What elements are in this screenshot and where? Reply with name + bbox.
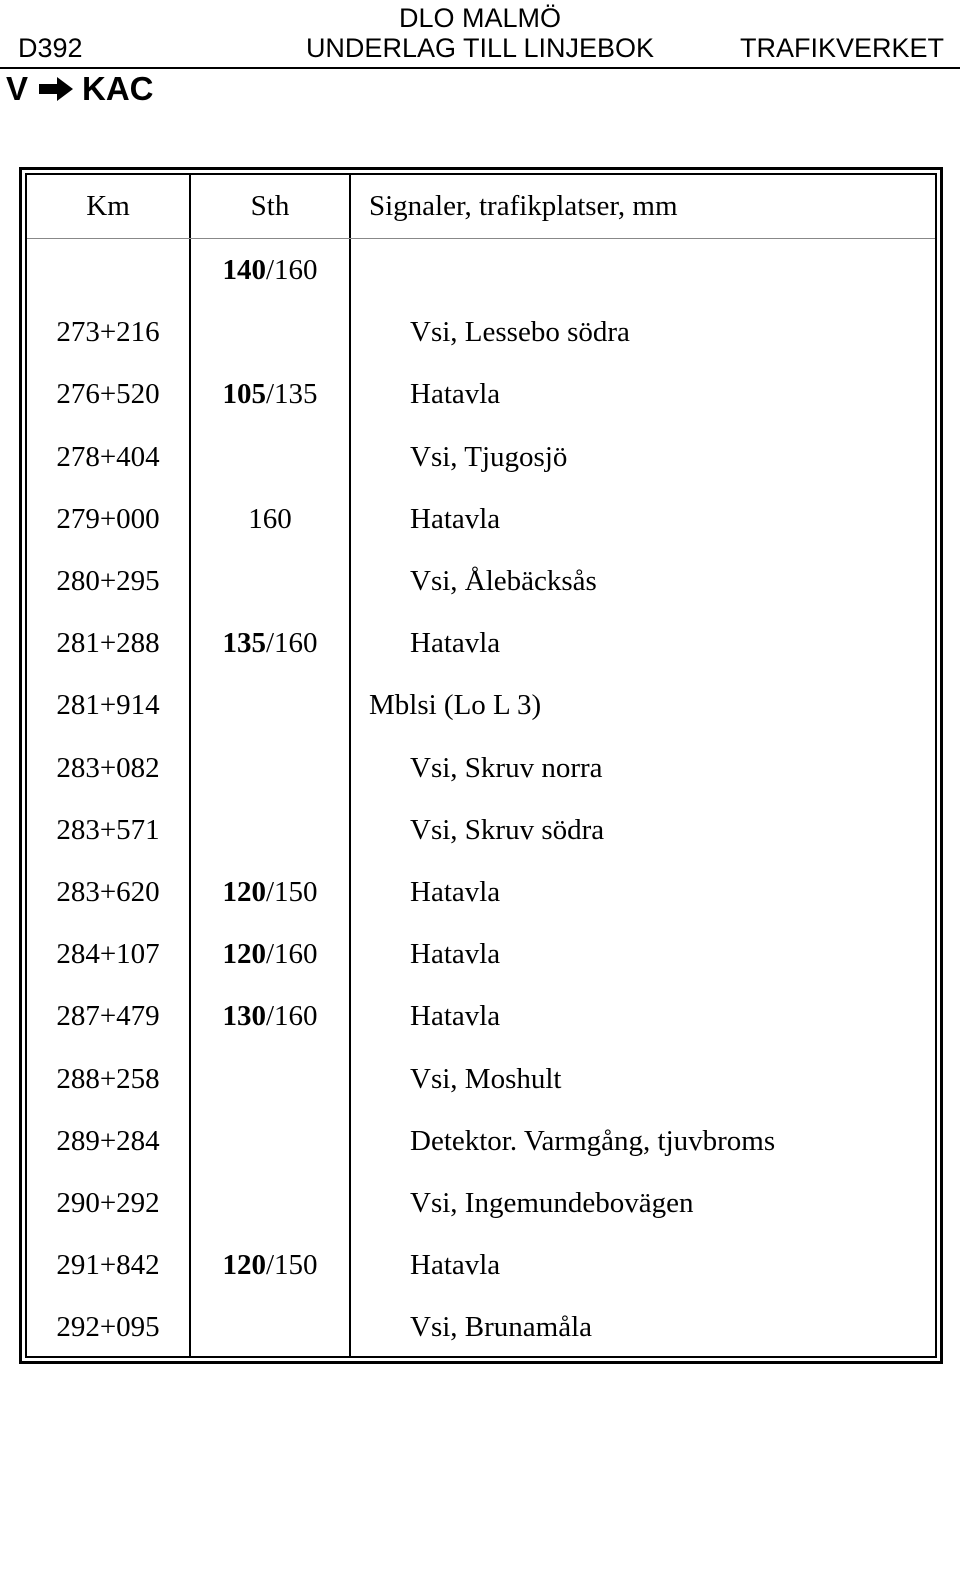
table-row [27,674,935,736]
km-cell: 280+295 [56,565,160,597]
table-row [27,612,935,674]
km-cell: 283+082 [56,751,160,784]
km-cell: 281+914 [56,689,160,722]
signal-cell: Vsi, Lessebo södra [410,316,630,349]
table-row [27,1296,935,1358]
column-header-km: Km [86,190,130,222]
km-cell: 288+258 [56,1062,160,1095]
signal-cell: Vsi, Moshult [410,1062,562,1095]
signal-cell: Hatavla [410,627,501,660]
route-heading [6,70,154,108]
table-row [27,426,935,488]
right-arrow-icon [38,76,74,102]
km-cell: 281+288 [56,627,160,660]
table-row [27,1110,935,1172]
signal-cell: Hatavla [410,876,501,908]
sth-secondary-speed: 160 [248,502,292,535]
sth-main-speed: 120 [222,938,266,971]
sth-secondary-speed: /160 [265,938,318,971]
table-row [27,301,935,363]
signal-cell: Vsi, Ingemundebovägen [410,1187,694,1219]
sth-cell [191,1234,349,1296]
agency-name: TRAFIKVERKET [739,33,944,63]
document-code: D392 [18,33,83,63]
table-row [27,550,935,612]
km-cell: 276+520 [56,378,160,411]
signal-cell: Hatavla [410,502,501,535]
sth-secondary-speed: /160 [265,627,318,660]
signal-cell: Mblsi (Lo L 3) [369,689,542,722]
header-divider [0,67,960,69]
route-from: V [6,70,29,107]
sth-secondary-speed: /150 [265,876,318,908]
signal-cell: Hatavla [410,938,501,971]
signal-cell: Vsi, Brunamåla [410,1311,593,1344]
km-cell: 292+095 [56,1311,160,1344]
table-row [27,1172,935,1234]
km-cell: 287+479 [56,1000,160,1033]
km-cell: 289+284 [56,1124,160,1157]
signal-cell: Vsi, Skruv norra [410,751,603,784]
km-cell: 291+842 [56,1249,160,1282]
sth-cell [191,923,349,985]
table-row [27,1048,935,1110]
table-row [27,363,935,425]
column-header-signals: Signaler, trafikplatser, mm [369,190,678,222]
signal-cell: Detektor. Varmgång, tjuvbroms [410,1124,776,1157]
signal-cell: Vsi, Ålebäcksås [410,565,597,597]
sth-main-speed: 140 [222,254,266,286]
km-cell: 273+216 [56,316,160,349]
sth-main-speed: 130 [222,1000,266,1033]
km-cell: 290+292 [56,1187,160,1219]
sth-secondary-speed: /160 [265,1000,318,1033]
km-cell: 283+620 [56,876,160,908]
table-body [25,173,937,1358]
sth-cell [191,985,349,1047]
sth-main-speed: 120 [222,876,266,908]
km-cell: 284+107 [56,938,160,971]
signal-cell: Hatavla [410,378,501,411]
sth-secondary-speed: /135 [265,378,318,411]
sth-cell [191,239,349,301]
route-to: KAC [82,70,154,107]
km-cell: 278+404 [56,440,160,473]
sth-cell [191,612,349,674]
km-cell: 279+000 [56,502,160,535]
table-row [27,799,935,861]
organization-name: DLO MALMÖ [398,3,562,33]
sth-main-speed: 135 [222,627,266,660]
sth-cell [191,488,349,550]
signal-cell: Vsi, Skruv södra [410,813,605,846]
sth-cell [191,861,349,923]
table-row [27,488,935,550]
table-row [27,239,935,301]
signal-cell: Hatavla [410,1249,501,1282]
table-row [27,737,935,799]
table-row [27,923,935,985]
km-cell: 283+571 [56,813,160,846]
sth-secondary-speed: /150 [265,1249,318,1282]
table-row [27,1234,935,1296]
signal-cell: Vsi, Tjugosjö [410,440,568,473]
signal-cell: Hatavla [410,1000,501,1033]
table-row [27,861,935,923]
column-header-sth: Sth [250,190,290,222]
table-header [27,175,935,237]
table-row [27,985,935,1047]
sth-main-speed: 105 [222,378,266,411]
sth-main-speed: 120 [222,1249,266,1282]
document-title: UNDERLAG TILL LINJEBOK [305,33,655,63]
line-table [19,167,943,1364]
sth-secondary-speed: /160 [265,254,318,286]
sth-cell [191,363,349,425]
